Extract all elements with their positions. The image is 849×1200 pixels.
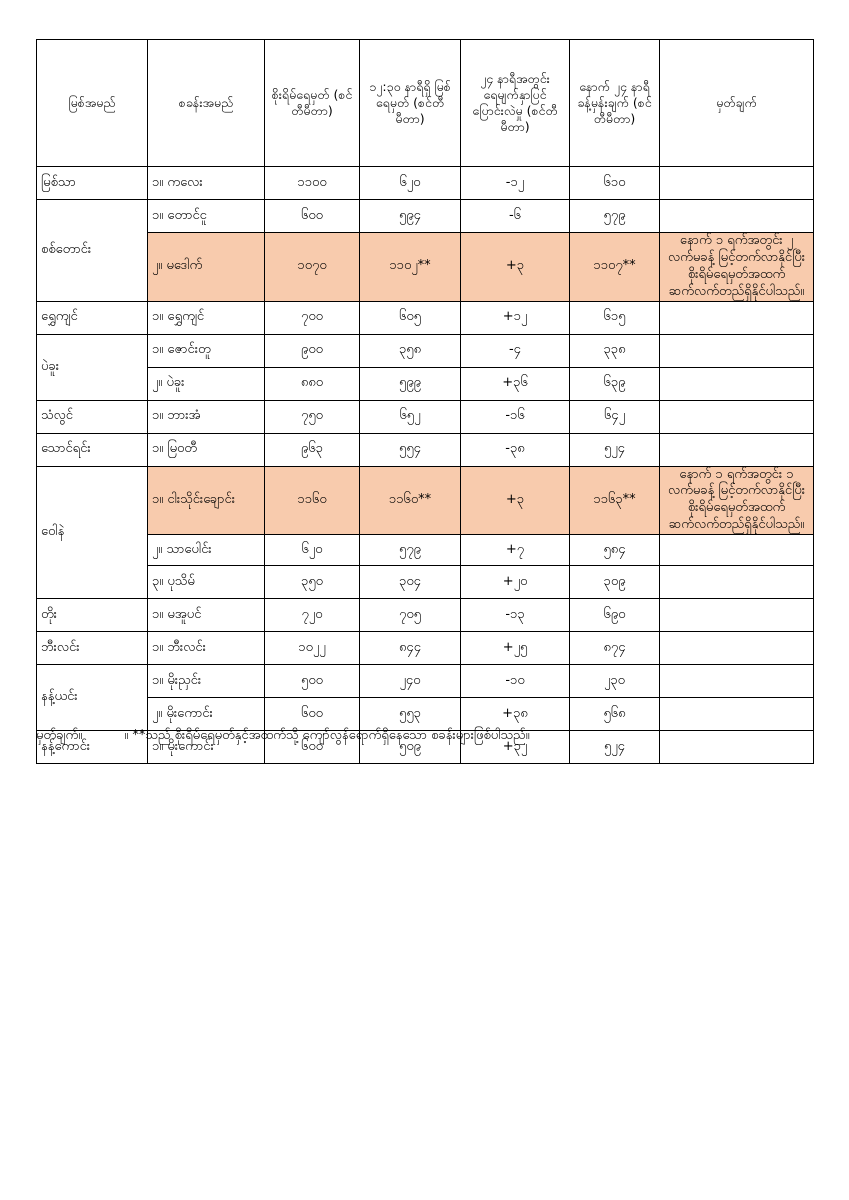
current-level-cell: ၃၀၄ [360,566,461,599]
forecast-cell: ၂၃၀ [570,665,660,698]
station-name-cell: ၁။ ရွှေကျင် [148,301,265,334]
station-name-cell: ၁။ မိုးကောင်း [148,731,265,764]
forecast-cell: ၅၈၄ [570,535,660,566]
change-cell: +၃ [461,233,570,302]
current-level-cell: ၇၀၅ [360,599,461,632]
change-cell: +၂၅ [461,632,570,665]
river-name-cell: ဝေါနဲ [37,466,148,599]
danger-level-cell: ၃၅၀ [265,566,360,599]
change-cell: +၂၀ [461,566,570,599]
change-cell: -၁၀ [461,665,570,698]
table-row [37,599,814,632]
table-row [37,367,814,400]
footnote-text: ။ **သည် စိုးရိမ်ရေမှတ်နှင့်အထက်သို့ ကျော်လွန်ရောက်ရှိနေသော စခန်းများဖြစ်ပါသည်။ [124,728,530,743]
table-row [37,301,814,334]
river-name-cell: တိုး [37,599,148,632]
remark-cell [660,167,814,200]
current-level-cell: ၅၉၄ [360,200,461,233]
forecast-cell: ၅၂၄ [570,433,660,466]
current-level-cell: ၅၅၄ [360,433,461,466]
remark-cell [660,433,814,466]
table-row [37,167,814,200]
forecast-cell: ၃၀၉ [570,566,660,599]
change-cell: -၄ [461,334,570,367]
change-cell: -၁၂ [461,167,570,200]
change-cell: +၃ [461,466,570,535]
table-row [37,535,814,566]
river-name-cell: ပဲခူး [37,334,148,400]
station-name-cell: ၂။ သာပေါင်း [148,535,265,566]
danger-level-cell: ၉၆၃ [265,433,360,466]
table-row-highlighted [37,233,814,302]
table-header-row [37,40,814,167]
remark-cell [660,665,814,698]
footnote-label: မှတ်ချက်။ [36,728,83,743]
current-level-cell: ၅၉၉ [360,367,461,400]
danger-level-cell: ၆၀၀ [265,698,360,731]
current-level-cell: ၃၅၈ [360,334,461,367]
station-name-cell: ၁။ မြဝတီ [148,433,265,466]
header-current-level: ၁၂:၃၀ နာရီရှိ မြစ်ရေမှတ် (စင်တီမီတာ) [360,40,461,167]
current-level-cell: ၈၄၄ [360,632,461,665]
remark-cell [660,632,814,665]
station-name-cell: ၂။ မဒေါက် [148,233,265,302]
current-level-cell: ၆၀၅ [360,301,461,334]
remark-cell [660,698,814,731]
danger-level-cell: ၅၀၀ [265,665,360,698]
remark-cell [660,731,814,764]
remark-cell [660,566,814,599]
remark-cell [660,200,814,233]
forecast-cell: ၈၇၄ [570,632,660,665]
danger-level-cell: ၈၈၀ [265,367,360,400]
current-level-cell: ၆၂၀ [360,167,461,200]
station-name-cell: ၁။ မိုးညှင်း [148,665,265,698]
river-name-cell: နန့်ယင်း [37,665,148,731]
river-name-cell: စစ်တောင်း [37,200,148,302]
change-cell: -၁၆ [461,400,570,433]
river-name-cell: ဘီးလင်း [37,632,148,665]
station-name-cell: ၁။ ဘားအံ [148,400,265,433]
table-row [37,566,814,599]
change-cell: +၃၂ [461,731,570,764]
station-name-cell: ၁။ ဘီးလင်း [148,632,265,665]
remark-cell [660,334,814,367]
table-row [37,698,814,731]
current-level-cell: ၅၇၉ [360,535,461,566]
forecast-cell: ၅၂၄ [570,731,660,764]
header-river-name: မြစ်အမည် [37,40,148,167]
current-level-cell: ၆၅၂ [360,400,461,433]
forecast-cell: ၁၁၆၃** [570,466,660,535]
danger-level-cell: ၁၁၆၀ [265,466,360,535]
station-name-cell: ၃။ ပုသိမ် [148,566,265,599]
forecast-cell: ၁၁၀၇** [570,233,660,302]
river-name-cell: နန့်ကောင်း [37,731,148,764]
change-cell: +၃၆ [461,367,570,400]
change-cell: -၆ [461,200,570,233]
change-cell: -၃၈ [461,433,570,466]
remark-cell: နောက် ၁ ရက်အတွင်း ၁ လက်မခန့် မြင့်တက်လာနိုင်ပြီး စိုးရိမ်ရေမှတ်အထက် ဆက်လက်တည်ရှိနိုင်ပါသည်။ [660,466,814,535]
station-name-cell: ၁။ တောင်ငူ [148,200,265,233]
station-name-cell: ၂။ ပဲခူး [148,367,265,400]
table-row [37,632,814,665]
danger-level-cell: ၁၀၇၀ [265,233,360,302]
header-station-name: စခန်းအမည် [148,40,265,167]
danger-level-cell: ၆၂၀ [265,535,360,566]
forecast-cell: ၆၃၉ [570,367,660,400]
footnote [36,727,530,746]
remark-cell [660,599,814,632]
table-row [37,665,814,698]
station-name-cell: ၁။ ကလေး [148,167,265,200]
station-name-cell: ၁။ ငါးသိုင်းချောင်း [148,466,265,535]
river-name-cell: မြစ်သာ [37,167,148,200]
river-name-cell: သံလွင် [37,400,148,433]
header-danger-level: စိုးရိမ်ရေမှတ် (စင်တီမီတာ) [265,40,360,167]
current-level-cell: ၁၁၀၂** [360,233,461,302]
forecast-cell: ၆၄၂ [570,400,660,433]
current-level-cell: ၂၄၀ [360,665,461,698]
danger-level-cell: ၇၀၀ [265,301,360,334]
forecast-cell: ၆၁၅ [570,301,660,334]
header-remarks: မှတ်ချက် [660,40,814,167]
danger-level-cell: ၇၂၀ [265,599,360,632]
remark-cell [660,367,814,400]
change-cell: +၃၈ [461,698,570,731]
danger-level-cell: ၉၀၀ [265,334,360,367]
header-24h-change: ၂၄ နာရီအတွင်း ရေမျက်နှာပြင် ပြောင်းလဲမှု (စင်တီမီတာ) [461,40,570,167]
change-cell: -၁၃ [461,599,570,632]
table-row [37,400,814,433]
remark-cell [660,301,814,334]
table-row [37,200,814,233]
current-level-cell: ၅၀၉ [360,731,461,764]
table-row-highlighted [37,466,814,535]
remark-cell [660,535,814,566]
remark-cell: နောက် ၁ ရက်အတွင်း ၂ လက်မခန့် မြင့်တက်လာနိုင်ပြီး စိုးရိမ်ရေမှတ်အထက် ဆက်လက်တည်ရှိနိုင်ပါသည်။ [660,233,814,302]
river-name-cell: သောင်ရင်း [37,433,148,466]
forecast-cell: ၅၇၉ [570,200,660,233]
river-name-cell: ရွှေကျင် [37,301,148,334]
danger-level-cell: ၆၀၀ [265,200,360,233]
current-level-cell: ၅၅၃ [360,698,461,731]
river-level-table [36,39,814,764]
remark-cell [660,400,814,433]
forecast-cell: ၃၃၈ [570,334,660,367]
change-cell: +၇ [461,535,570,566]
forecast-cell: ၅၆၈ [570,698,660,731]
forecast-cell: ၆၁၀ [570,167,660,200]
danger-level-cell: ၇၅၀ [265,400,360,433]
table-row [37,433,814,466]
danger-level-cell: ၁၀၂၂ [265,632,360,665]
table-row [37,334,814,367]
station-name-cell: ၁။ မအူပင် [148,599,265,632]
danger-level-cell: ၁၁၀၀ [265,167,360,200]
station-name-cell: ၂။ မိုးကောင်း [148,698,265,731]
current-level-cell: ၁၁၆၀** [360,466,461,535]
header-24h-forecast: နောက် ၂၄ နာရီ ခန့်မှန်းချက် (စင်တီမီတာ) [570,40,660,167]
danger-level-cell: ၆၀၀ [265,731,360,764]
station-name-cell: ၁။ ဇောင်းတူ [148,334,265,367]
change-cell: +၁၂ [461,301,570,334]
forecast-cell: ၆၉၀ [570,599,660,632]
